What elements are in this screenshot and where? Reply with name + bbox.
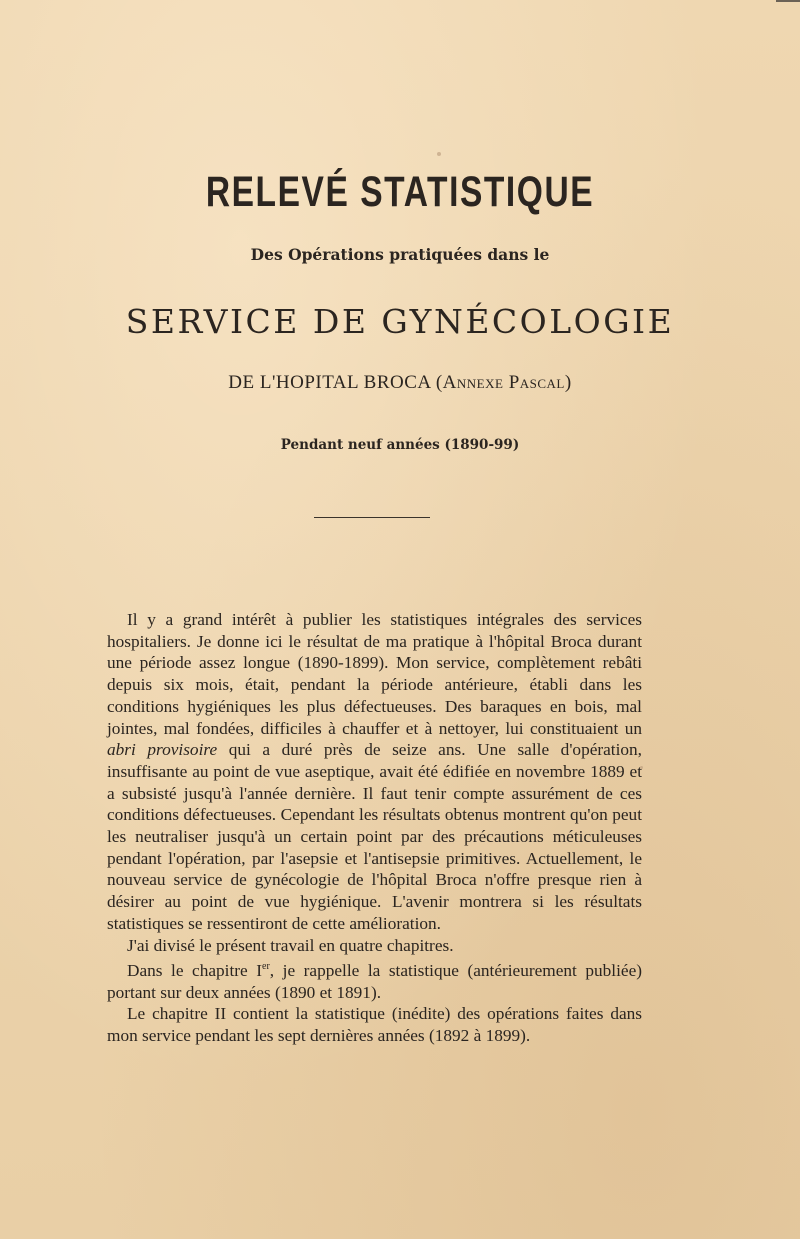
divider-rule: [314, 517, 430, 518]
paragraph-3-sup: er: [262, 961, 270, 973]
paragraph-3-start: Dans le chapitre I: [127, 961, 262, 981]
paragraph-1-end: qui a duré près de seize ans. Une salle d'opération, insuffisante au point de vue aseptique, avait été édifiée en novembre 1889 et a subsisté jusqu'à l'année dernière. Il faut tenir compte assurément de ces conditions défectueuses. Cependant les résultats obtenus montrent qu'on peut les neutraliser jusqu'à un certain point par des précautions méticuleuses pendant l'opération, par l'asepsie et l'antisepsie primitives. Actuellement, le nouveau service de gynécologie de l'hôpital Broca n'offre presque rien à désirer au point de vue hygiénique. L'avenir montrera si les résultats statistiques se ressentiront de cette amélioration.: [107, 740, 643, 933]
body-text: [107, 609, 642, 1047]
hospital-line: [0, 372, 800, 394]
ink-speck: [437, 152, 441, 156]
paragraph-3: [107, 956, 642, 1003]
corner-mark: [776, 0, 800, 8]
paragraph-4: Le chapitre II contient la statistique (inédite) des opérations faites dans mon service pendant les sept dernières années (1892 à 1899).: [107, 1004, 642, 1046]
subtitle: Des Opérations pratiquées dans le: [250, 245, 550, 264]
hospital-suffix: ): [564, 372, 572, 393]
paragraph-1-italic: abri provisoire: [107, 740, 218, 760]
period-line: Pendant neuf années (1890-99): [280, 437, 520, 453]
paragraph-2: J'ai divisé le présent travail en quatre chapitres.: [127, 935, 454, 955]
paragraph-3-end: , je rappelle la statistique (antérieurement publiée) portant sur deux années (1890 et 1891).: [107, 961, 642, 1002]
paragraph-1: [107, 609, 642, 935]
hospital-prefix: DE L'HOPITAL BROCA (: [228, 372, 443, 393]
paragraph-1-start: Il y a grand intérêt à publier les statistiques intégrales des services hospitaliers. Je donne ici le résultat de ma pratique à l'hôpital Broca durant une période assez longue (1890-1899). Mon service, complètement rebâti depuis six mois, était, pendant la période antérieure, établi dans les conditions hygiéniques les plus défectueuses. Des baraques en bois, mal jointes, mal fondées, difficiles à chauffer et à nettoyer, lui constituaient un: [107, 610, 642, 738]
main-title: RELEVÉ STATISTIQUE: [205, 168, 595, 216]
service-title: SERVICE DE GYNÉCOLOGIE: [125, 302, 675, 341]
hospital-annex: Annexe Pascal: [442, 372, 565, 393]
